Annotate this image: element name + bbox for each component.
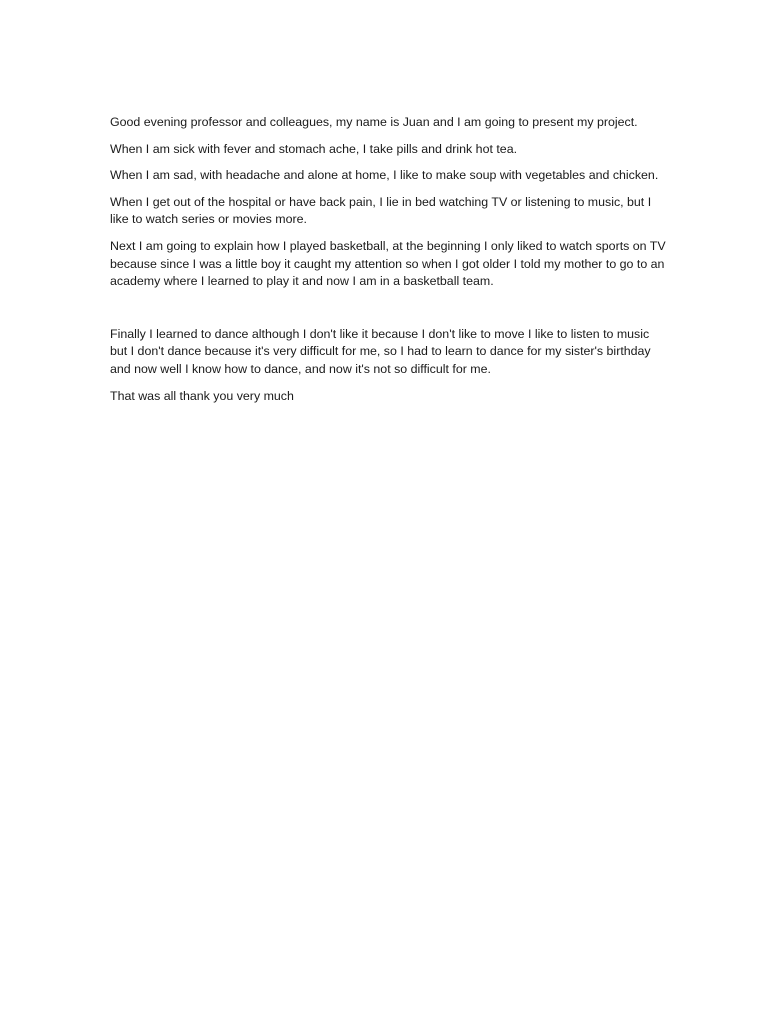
paragraph-dance: Finally I learned to dance although I don't like it because I don't like to move I like to listen to music but I don't dance because it's very difficult for me, so I had to learn to dance for my sister's birthday and now well I know how to dance, and now it's not so difficult for me. — [110, 326, 651, 376]
paragraph-sad: When I am sad, with headache and alone at home, I like to make soup with vegetables and chicken. — [110, 168, 659, 183]
document-body — [110, 114, 666, 414]
paragraph-sick: When I am sick with fever and stomach ache, I take pills and drink hot tea. — [110, 141, 518, 156]
paragraph-basketball: Next I am going to explain how I played basketball, at the beginning I only liked to watch sports on TV because since I was a little boy it caught my attention so when I got older I told my mother to go to an academy where I learned to play it and now I am in a basketball team. — [110, 238, 666, 289]
paragraph-greeting: Good evening professor and colleagues, my name is Juan and I am going to present my project. — [110, 115, 638, 129]
paragraph-closing: That was all thank you very much — [110, 388, 294, 403]
paragraph-hospital: When I get out of the hospital or have back pain, I lie in bed watching TV or listening to music, but I like to watch series or movies more. — [110, 194, 652, 227]
